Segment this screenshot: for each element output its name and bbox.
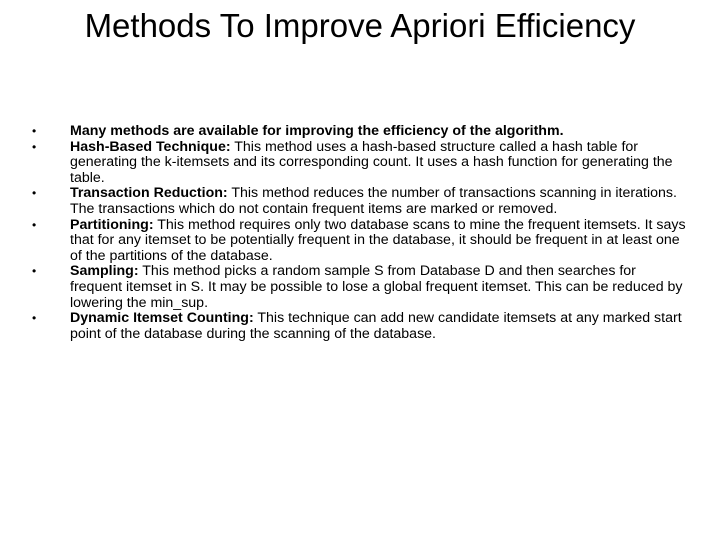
bullet-dot: • <box>32 264 37 279</box>
bullet-dot: • <box>32 311 37 326</box>
bullet-dot: • <box>32 139 37 154</box>
bullet-item <box>32 124 687 140</box>
bullet-text: This method reduces the number of transactions scanning in iterations. The transactions which do not contain frequent items are marked or removed. <box>70 185 677 217</box>
bullet-text: This method uses a hash-based structure called a hash table for generating the k-itemsets and its corresponding count. It uses a hash function for generating the table. <box>70 138 673 186</box>
bullet-heading: Dynamic Itemset Counting: <box>70 310 254 327</box>
bullet-text: This method requires only two database scans to mine the frequent itemsets. It says that for any itemset to be potentially frequent in the database, it should be frequent in at least one of the partitions of the database. <box>70 216 686 264</box>
bullet-text: This technique can add new candidate itemsets at any marked start point of the database during the scanning of the database. <box>70 310 682 342</box>
slide-title: Methods To Improve Apriori Efficiency <box>84 7 636 44</box>
bullet-dot: • <box>32 217 37 232</box>
bullet-item <box>32 264 687 311</box>
bullet-item <box>32 186 687 217</box>
bullet-heading: Partitioning: <box>70 216 154 233</box>
bullet-item <box>32 311 687 342</box>
bullet-heading: Hash-Based Technique: <box>70 138 231 155</box>
bullet-text: This method picks a random sample S from Database D and then searches for frequent itemset in S. It may be possible to lose a global frequent itemset. This can be reduced by lowering the min_sup. <box>70 263 683 311</box>
bullet-list <box>32 124 687 342</box>
bullet-item <box>32 218 687 265</box>
bullet-dot: • <box>32 124 37 138</box>
bullet-heading: Many methods are available for improving the efficiency of the algorithm. <box>70 123 564 139</box>
bullet-dot: • <box>32 186 37 201</box>
bullet-heading: Sampling: <box>70 263 139 280</box>
bullet-heading: Transaction Reduction: <box>70 185 228 202</box>
bullet-item <box>32 140 687 187</box>
